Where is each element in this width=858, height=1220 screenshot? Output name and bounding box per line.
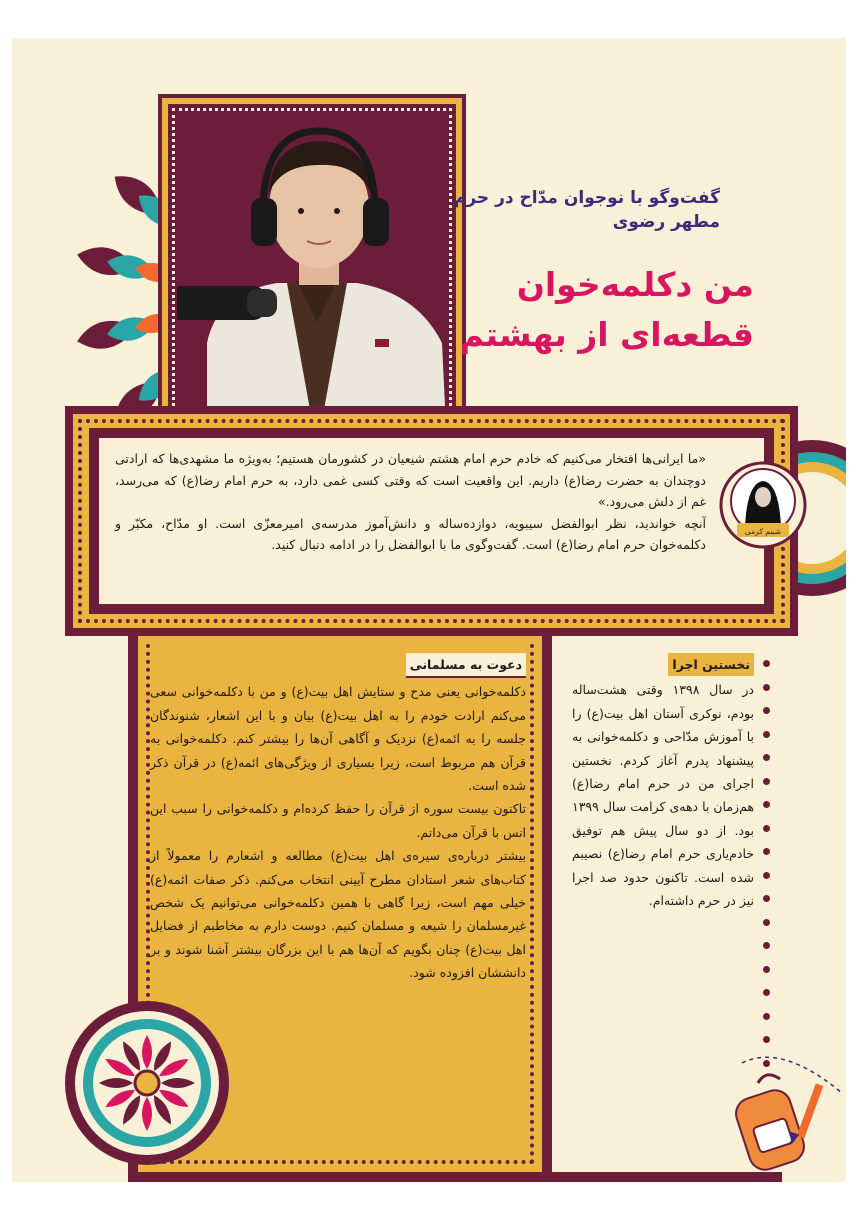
page-title: من دکلمه‌خوان قطعه‌ای از بهشتم (459, 265, 754, 354)
flower-mandala-icon (62, 998, 232, 1168)
author-avatar (719, 461, 807, 549)
left-paragraph: تاکنون بیست سوره از قرآن را حفظ کرده‌ام و دکلمه‌خوانی را سبب این انس با قرآن می‌دانم. (150, 801, 526, 840)
magazine-page (12, 38, 846, 1182)
right-column (572, 653, 754, 1083)
intro-frame (65, 406, 798, 636)
left-paragraph: دکلمه‌خوانی یعنی مدح و ستایش اهل بیت(ع) و من با دکلمه‌خوانی سعی می‌کنم ارادت خودم را به اهل بیت(ع) بیان و با این اشعار، شنوندگان جلسه را به ائمه(ع) نزدیک و آگاهی آن‌ها را بیشتر کنم. دکلمه‌خوانی به قرآن هم مربوط است، زیرا بسیاری از ویژگی‌های ائمه(ع) در قرآن ذکر شده است. (150, 684, 526, 794)
section-heading-invitation: دعوت به مسلمانی (406, 653, 526, 678)
right-paragraph: در سال ۱۳۹۸ وقتی هشت‌ساله بودم، نوکری آستان اهل بیت(ع) را با آموزش مدّاحی و دکلمه‌خوانی به پیشنهاد پدرم آغاز کردم. نخستین اجرای من در حرم امام رضا(ع) هم‌زمان با دهه‌ی کرامت سال ۱۳۹۹ بود. از دو سال پیش هم توفیق خادم‌یاری حرم امام رضا(ع) نصیبم شده است. تاکنون حدود صد اجرا نیز در حرم داشته‌ام. (572, 682, 754, 909)
intro-body: آنچه خواندید، نظر ابوالفضل سیبویه، دوازده‌ساله و دانش‌آموز مدرسه‌ی امیرمعزّی است. او مدّاح، مکبّر و دکلمه‌خوان حرم امام رضا(ع) است. گفت‌وگوی ما با ابوالفضل را در ادامه دنبال کنید. (115, 515, 706, 552)
intro-text-box (99, 438, 764, 604)
intro-quote: «ما ایرانی‌ها افتخار می‌کنیم که خادم حرم امام هشتم شیعیان در کشورمان هستیم؛ به‌ویژه ما مشهدی‌ها که ارادتی دوچندان به حضرت رضا(ع) داریم. این واقعیت است که وقتی کسی غمی دارد، به حرم امام رضا(ع) که می‌رسد، غم از دلش می‌رود.» (115, 451, 706, 509)
bullet-column (760, 660, 774, 1080)
section-heading-first-performance: نخستین اجرا (668, 653, 754, 676)
page-subtitle: گفت‌وگو با نوجوان مدّاح در حرم مطهر رضوی (453, 188, 720, 232)
author-name: شبنم کرمی (744, 527, 782, 536)
left-paragraph: بیشتر درباره‌ی سیره‌ی اهل بیت(ع) مطالعه و اشعارم را معمولاً از کتاب‌های شعر استادان مطرح آیینی انتخاب می‌کنم. ذکر صفات ائمه(ع) خیلی مهم است، زیرا گاهی با همین دکلمه‌خوانی می‌توانیم یک شخص غیرمسلمان را شیعه و مسلمان کنیم. دوست دارم به مخاطبم از فضایل اهل بیت(ع) چنان بگویم که آن‌ها هم با این بزرگان بیشتر آشنا شوند و بر دانششان افزوده شود. (150, 848, 526, 981)
backpack-icon (712, 1053, 846, 1182)
boy-with-microphone-photo (177, 93, 457, 448)
